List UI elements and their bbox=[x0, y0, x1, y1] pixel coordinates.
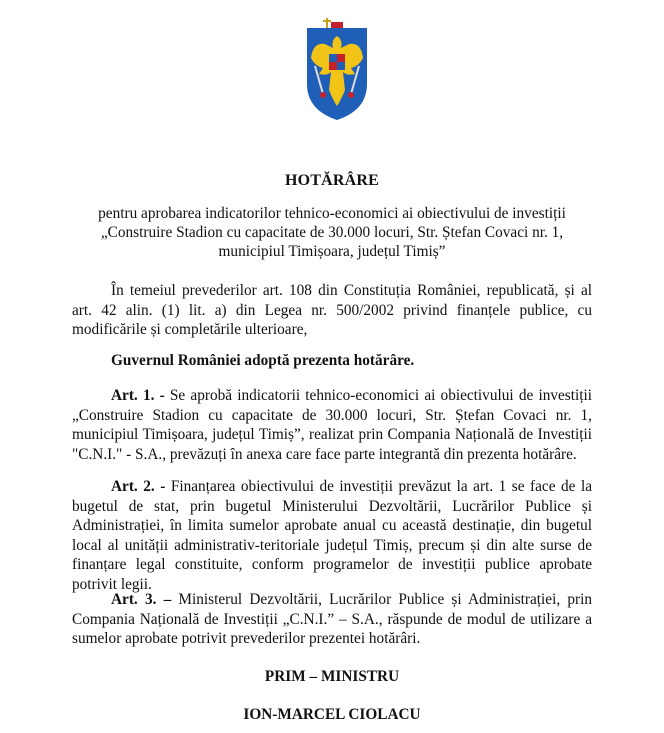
document-subtitle: pentru aprobarea indicatorilor tehnico-economici ai obiectivului de investiții „Construire Stadion cu capacitate de 30.000 locuri, Str. Ștefan Covaci nr. 1, municipiul Timișoara, județul Timiș” bbox=[98, 205, 566, 260]
coat-of-arms-icon bbox=[305, 14, 369, 122]
signature-name: ION-MARCEL CIOLACU bbox=[243, 706, 421, 723]
adoption-statement: Guvernul României adoptă prezenta hotărâre. bbox=[111, 352, 415, 369]
article-2-label: Art. 2. - bbox=[111, 478, 166, 495]
article-1-label: Art. 1. - bbox=[111, 387, 165, 404]
signature-role: PRIM – MINISTRU bbox=[264, 668, 400, 685]
article-3-label: Art. 3. – bbox=[111, 591, 172, 608]
document-title: HOTĂRÂRE bbox=[284, 172, 380, 189]
article-1-text: Se aprobă indicatorii tehnico-economici ai obiectivului de investiții „Construire Stadion cu capacitate de 30.000 locuri, Str. Ștefan Covaci nr. 1, municipiul Timișoara, județul Timiș”, realizat prin Compania Națională de Investiții "C.N.I." - S.A., prevăzuți în anexa care face parte integrantă din prezenta hotărâre. bbox=[72, 387, 592, 463]
article-3 bbox=[72, 590, 592, 649]
article-2 bbox=[72, 477, 592, 594]
article-3-text: Ministerul Dezvoltării, Lucrărilor Publice și Administrației, prin Compania Națională de Investiții „C.N.I.” – S.A., răspunde de modul de utilizare a sumelor aprobate potrivit prevederilor prezentei hotărâri. bbox=[72, 591, 592, 647]
preamble-paragraph: În temeiul prevederilor art. 108 din Constituția României, republicată, și al art. 42 alin. (1) lit. a) din Legea nr. 500/2002 privind finanțele publice, cu modificările și completările ulterioare, bbox=[72, 282, 592, 338]
article-2-text: Finanțarea obiectivului de investiții prevăzut la art. 1 se face de la bugetul de stat, prin bugetul Ministerului Dezvoltării, Lucrărilor Publice și Administrației, în limita sumelor aprobate anual cu această destinație, din bugetul local al unității administrativ-teritoriale județul Timiș, precum și din alte surse de finanțare legal constituite, conform programelor de investiții publice aprobate potrivit legii. bbox=[72, 478, 592, 593]
article-1 bbox=[72, 386, 592, 464]
